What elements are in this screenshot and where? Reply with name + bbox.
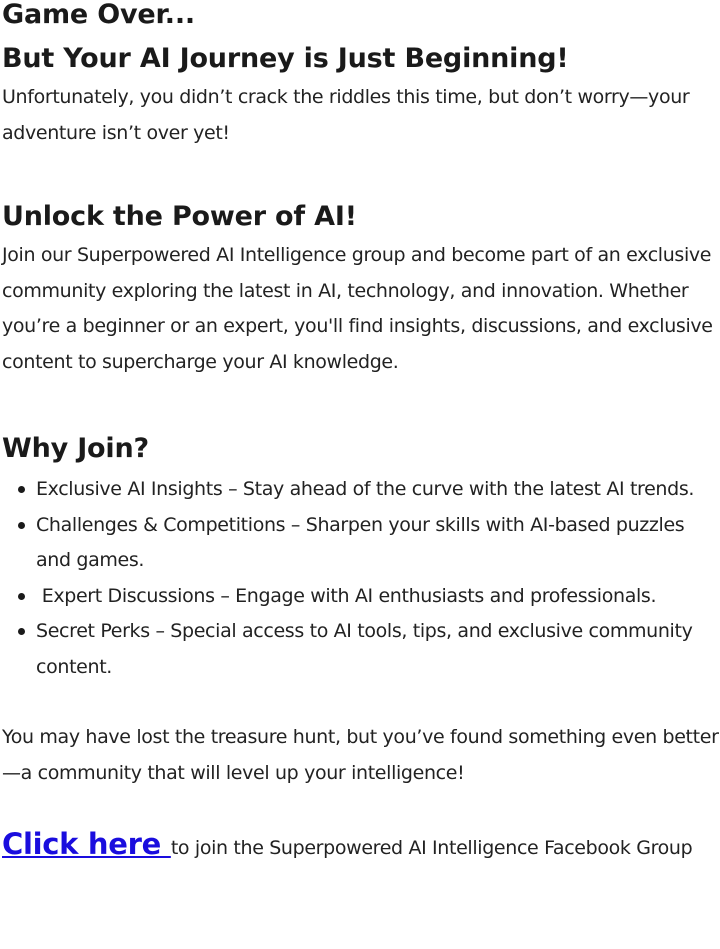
list-item	[36, 508, 720, 579]
bullet-icon	[18, 593, 25, 600]
bullet-icon	[18, 486, 25, 493]
page-title: Game Over...	[2, 0, 195, 30]
benefits-list	[2, 472, 720, 685]
list-item-text: Challenges & Competitions – Sharpen your skills with AI-based puzzles and games.	[36, 513, 685, 571]
unlock-paragraph: Join our Superpowered AI Intelligence group and become part of an exclusive community exploring the latest in AI, technology, and innovation. Whether you’re a beginner or an expert, you'll find insights, discussions, and exclusive content to supercharge your AI knowledge.	[2, 244, 713, 373]
list-item-text: Exclusive AI Insights – Stay ahead of the curve with the latest AI trends.	[36, 478, 695, 500]
list-item-text: Expert Discussions – Engage with AI enthusiasts and professionals.	[36, 584, 657, 607]
cta-text: to join the Superpowered AI Intelligence Facebook Group	[170, 837, 693, 859]
unlock-heading: Unlock the Power of AI!	[2, 201, 357, 232]
closing-paragraph: You may have lost the treasure hunt, but you’ve found something even better—a community that will level up your intelligence!	[2, 726, 719, 784]
cta-paragraph	[2, 827, 720, 867]
game-over-page	[2, 0, 720, 867]
why-join-heading: Why Join?	[2, 433, 149, 464]
list-item	[36, 579, 720, 615]
list-item	[36, 614, 720, 685]
list-item-text: Secret Perks – Special access to AI tools, tips, and exclusive community content.	[36, 620, 693, 678]
page-subtitle: But Your AI Journey is Just Beginning!	[2, 43, 569, 74]
intro-paragraph: Unfortunately, you didn’t crack the riddles this time, but don’t worry—your adventure isn’t over yet!	[2, 86, 690, 144]
bullet-icon	[18, 628, 25, 635]
list-item	[36, 472, 720, 508]
bullet-icon	[18, 522, 25, 529]
facebook-group-link[interactable]: Click here	[2, 827, 171, 861]
